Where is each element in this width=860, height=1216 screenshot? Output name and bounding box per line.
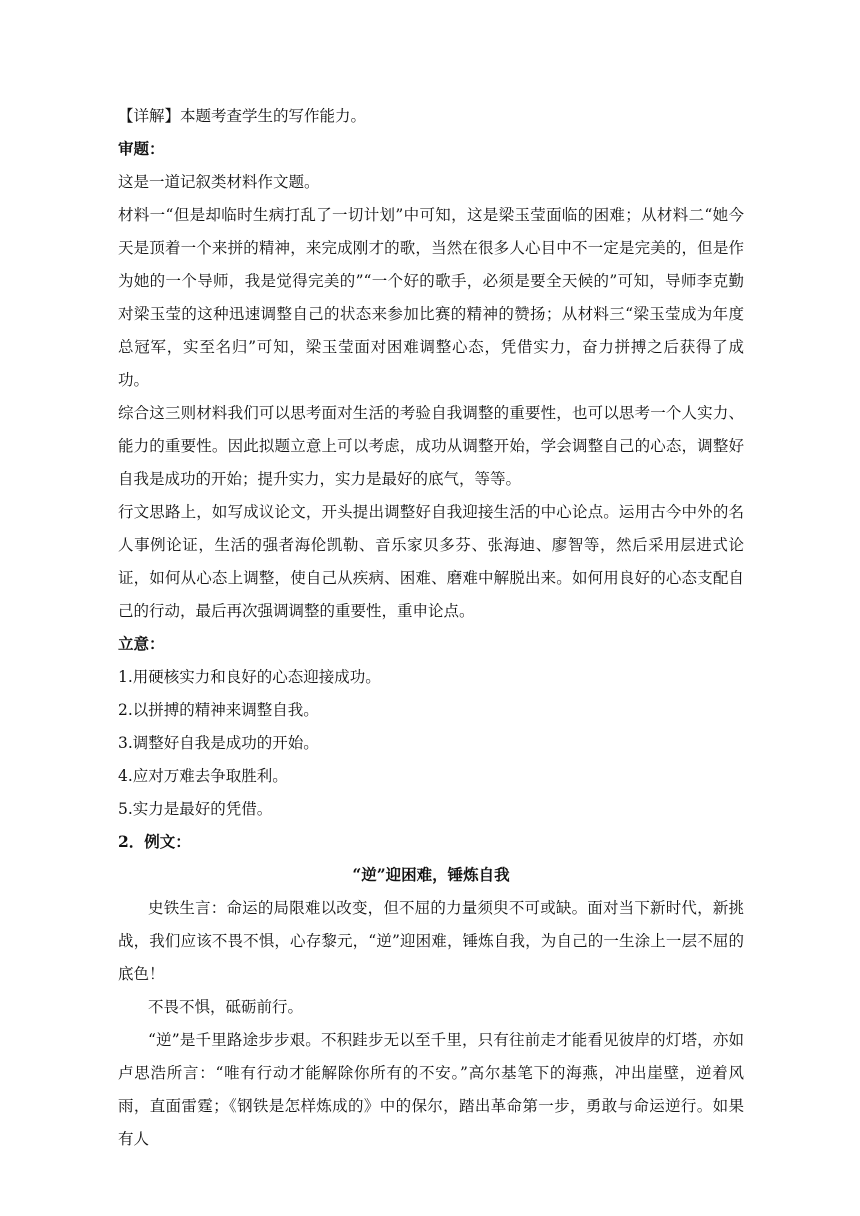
review-heading: 审题： [118,139,165,158]
detail-line [118,106,744,126]
intent-item: 5.实力是最好的凭借。 [118,800,273,818]
review-paragraph-1: 这是一道记叙类材料作文题。 [118,173,320,191]
detail-label: 【详解】 [118,107,181,125]
review-paragraph-2: 材料一“但是却临时生病打乱了一切计划”中可知，这是梁玉莹面临的困难；从材料二“她今天是顶着一个来拼的精神，来完成刚才的歌，当然在很多人心目中不一定是完美的，但是作为她的一个导师，我是觉得完美的”“一个好的歌手，必须是要全天候的”可知，导师李克勤对梁玉莹的这种迅速调整自己的状态来参加比赛的精神的赞扬；从材料三“梁玉莹成为年度总冠军，实至名归”可知，梁玉莹面对困难调整心态，凭借实力，奋力拼搏之后获得了成功。 [118,206,744,389]
intent-item: 4.应对万难去争取胜利。 [118,767,288,785]
review-paragraph-3: 综合这三则材料我们可以思考面对生活的考验自我调整的重要性，也可以思考一个人实力、能力的重要性。因此拟题立意上可以考虑，成功从调整开始，学会调整自己的心态，调整好自我是成功的开始；提升实力，实力是最好的底气，等等。 [118,404,744,488]
essay-paragraph-3: “逆”是千里路途步步艰。不积跬步无以至千里，只有往前走才能看见彼岸的灯塔，亦如卢思浩所言：“唯有行动才能解除你所有的不安。”高尔基笔下的海燕，冲出崖壁，逆着风雨，直面雷霆；《钢铁是怎样炼成的》中的保尔，踏出革命第一步，勇敢与命运逆行。如果有人 [118,1031,744,1148]
review-paragraph-4: 行文思路上，如写成议论文，开头提出调整好自我迎接生活的中心论点。运用古今中外的名人事例论证，生活的强者海伦凯勒、音乐家贝多芬、张海迪、廖智等，然后采用层进式论证，如何从心态上调整，使自己从疾病、困难、磨难中解脱出来。如何用良好的心态支配自己的行动，最后再次强调调整的重要性，重申论点。 [118,503,744,620]
intent-item: 3.调整好自我是成功的开始。 [118,734,319,752]
essay-title: “逆”迎困难，锤炼自我 [352,865,510,884]
essay-paragraph-1: 史铁生言：命运的局限难以改变，但不屈的力量须臾不可或缺。面对当下新时代，新挑战，我们应该不畏不惧，心存黎元，“逆”迎困难，锤炼自我，为自己的一生涂上一层不屈的底色！ [118,899,744,983]
essay-heading: 2．例文： [118,832,191,851]
intent-item: 2.以拼搏的精神来调整自我。 [118,701,319,719]
intent-item: 1.用硬核实力和良好的心态迎接成功。 [118,668,381,686]
essay-paragraph-2: 不畏不惧，砥砺前行。 [148,998,304,1016]
detail-text: 本题考查学生的写作能力。 [180,107,367,125]
document-page [118,106,744,1156]
intent-heading: 立意： [118,634,165,653]
